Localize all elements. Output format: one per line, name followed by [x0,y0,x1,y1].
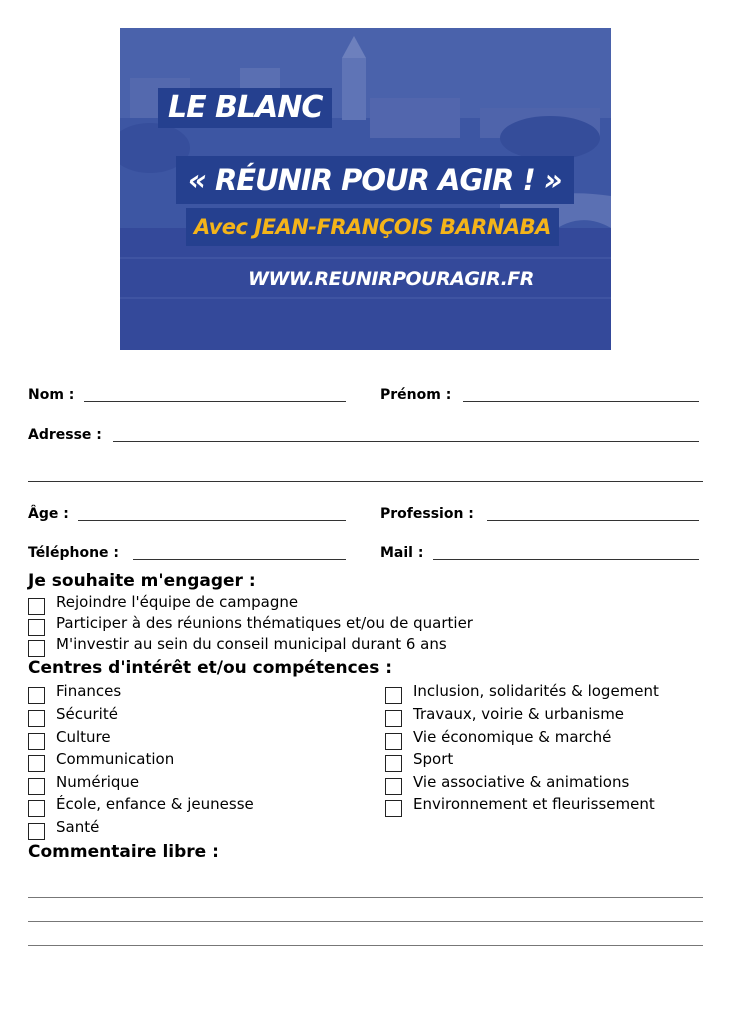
comment-line-1[interactable] [28,897,703,898]
telephone-label: Téléphone : [28,545,120,561]
interest-checkbox[interactable] [28,778,45,795]
age-label: Âge : [28,506,69,522]
banner-slogan: « RÉUNIR POUR AGIR ! » [176,156,574,204]
interest-option-label: Santé [56,818,100,836]
profession-label: Profession : [380,506,474,522]
interest-checkbox[interactable] [385,800,402,817]
interest-option-label: École, enfance & jeunesse [56,795,254,813]
adresse-field[interactable] [113,441,699,442]
interest-checkbox[interactable] [385,755,402,772]
interest-option-label: Inclusion, solidarités & logement [413,682,659,700]
comment-line-2[interactable] [28,921,703,922]
banner-town-name: LE BLANC [158,88,332,128]
engagement-option-label: Participer à des réunions thématiques et/ou de quartier [56,614,473,632]
comment-line-3[interactable] [28,945,703,946]
interests-title: Centres d'intérêt et/ou compétences : [28,658,393,678]
interest-option-label: Vie économique & marché [413,728,612,746]
nom-label: Nom : [28,387,75,403]
interest-option-label: Culture [56,728,111,746]
interest-checkbox[interactable] [385,710,402,727]
interest-checkbox[interactable] [385,778,402,795]
adresse-label: Adresse : [28,427,102,443]
adresse-field-line-2[interactable] [28,481,703,482]
telephone-field[interactable] [133,559,346,560]
interest-option-label: Sécurité [56,705,118,723]
interest-checkbox[interactable] [385,687,402,704]
interest-checkbox[interactable] [28,687,45,704]
interest-checkbox[interactable] [28,755,45,772]
interest-option-label: Finances [56,682,122,700]
interest-checkbox[interactable] [28,823,45,840]
prenom-field[interactable] [463,401,699,402]
age-field[interactable] [78,520,346,521]
profession-field[interactable] [487,520,699,521]
interest-option-label: Sport [413,750,454,768]
interest-checkbox[interactable] [385,733,402,750]
interest-option-label: Communication [56,750,175,768]
banner-website: WWW.REUNIRPOURAGIR.FR [248,268,534,290]
interest-option-label: Vie associative & animations [413,773,630,791]
prenom-label: Prénom : [380,387,452,403]
interest-option-label: Environnement et fleurissement [413,795,655,813]
campaign-banner [120,28,611,350]
engagement-option-label: M'investir au sein du conseil municipal durant 6 ans [56,635,447,653]
engagement-checkbox[interactable] [28,619,45,636]
engagement-option-label: Rejoindre l'équipe de campagne [56,593,299,611]
comment-title: Commentaire libre : [28,842,219,862]
interest-option-label: Travaux, voirie & urbanisme [413,705,625,723]
engagement-checkbox[interactable] [28,640,45,657]
engagement-checkbox[interactable] [28,598,45,615]
mail-label: Mail : [380,545,424,561]
interest-option-label: Numérique [56,773,140,791]
banner-candidate: Avec JEAN-FRANÇOIS BARNABA [186,208,559,246]
interest-checkbox[interactable] [28,733,45,750]
nom-field[interactable] [84,401,346,402]
mail-field[interactable] [433,559,699,560]
interest-checkbox[interactable] [28,710,45,727]
engagement-title: Je souhaite m'engager : [28,571,256,591]
interest-checkbox[interactable] [28,800,45,817]
